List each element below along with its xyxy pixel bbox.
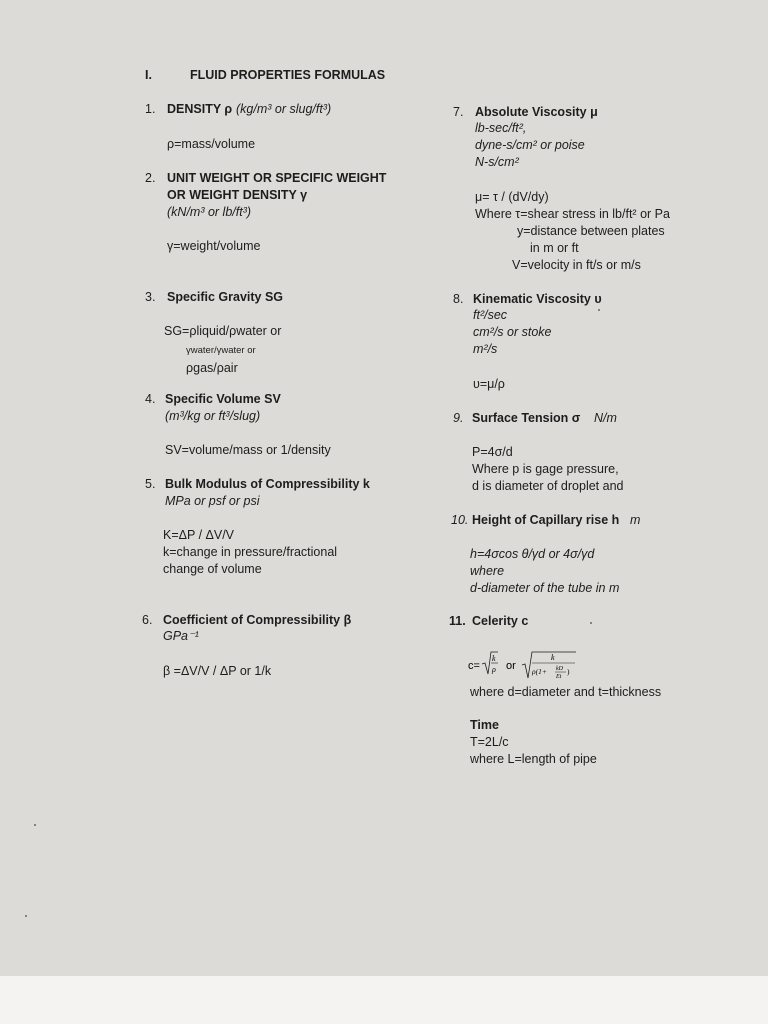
time-where: where L=length of pipe bbox=[470, 752, 597, 766]
coef-compress-title: Coefficient of Compressibility β bbox=[163, 613, 352, 627]
specific-gravity-formula-2: γwater/γwater or bbox=[186, 345, 256, 356]
specific-volume-formula: SV=volume/mass or 1/density bbox=[165, 443, 331, 457]
surface-tension-units: N/m bbox=[594, 411, 617, 425]
bulk-modulus-units: MPa or psf or psi bbox=[165, 494, 260, 508]
density-formula: ρ=mass/volume bbox=[167, 137, 256, 151]
specific-gravity-title: Specific Gravity SG bbox=[167, 290, 284, 304]
scan-speck bbox=[590, 622, 592, 624]
celerity-formula-svg bbox=[468, 648, 588, 688]
abs-viscosity-unit-3: N-s/cm² bbox=[475, 155, 519, 169]
celerity-or: or bbox=[506, 660, 516, 672]
abs-viscosity-where-1: Where τ=shear stress in lb/ft² or Pa bbox=[475, 207, 670, 221]
scan-speck bbox=[34, 824, 36, 826]
coef-compress-formula: β =ΔV/V / ΔP or 1/k bbox=[163, 664, 272, 678]
item-number: 2. bbox=[145, 171, 156, 185]
abs-viscosity-title: Absolute Viscosity μ bbox=[475, 105, 598, 119]
section-title: FLUID PROPERTIES FORMULAS bbox=[190, 68, 386, 82]
specific-volume-units: (m³/kg or ft³/slug) bbox=[165, 409, 261, 423]
unit-weight-title-line1: UNIT WEIGHT OR SPECIFIC WEIGHT bbox=[167, 171, 387, 185]
item-number: 11. bbox=[449, 614, 466, 628]
abs-viscosity-unit-2: dyne-s/cm² or poise bbox=[475, 138, 585, 152]
bulk-modulus-formula: K=ΔP / ΔV/V bbox=[163, 528, 235, 542]
celerity-rho-1: ρ bbox=[492, 665, 496, 674]
capillary-where-2: d-diameter of the tube in m bbox=[470, 581, 620, 595]
density-title: DENSITY ρ bbox=[167, 102, 233, 116]
bulk-modulus-desc-2: change of volume bbox=[163, 562, 262, 576]
kin-viscosity-formula: υ=μ/ρ bbox=[473, 377, 505, 391]
time-title: Time bbox=[470, 718, 499, 732]
specific-volume-title: Specific Volume SV bbox=[165, 392, 281, 406]
specific-gravity-formula-1: SG=ρliquid/ρwater or bbox=[164, 324, 282, 338]
celerity-denominator: ρ(1+ bbox=[532, 667, 547, 676]
item-number: 10. bbox=[451, 513, 469, 527]
scan-speck bbox=[25, 915, 27, 917]
item-number: 6. bbox=[142, 613, 153, 627]
unit-weight-formula: γ=weight/volume bbox=[167, 239, 261, 253]
celerity-title: Celerity c bbox=[472, 614, 529, 628]
item-number: 7. bbox=[453, 105, 464, 119]
celerity-formula bbox=[468, 648, 588, 688]
bulk-modulus-title: Bulk Modulus of Compressibility k bbox=[165, 477, 370, 491]
abs-viscosity-formula: μ= τ / (dV/dy) bbox=[475, 190, 549, 204]
section-number: I. bbox=[145, 68, 152, 82]
kin-viscosity-unit-1: ft²/sec bbox=[473, 308, 508, 322]
capillary-units: m bbox=[630, 513, 641, 527]
abs-viscosity-where-3: in m or ft bbox=[530, 241, 579, 255]
celerity-where: where d=diameter and t=thickness bbox=[470, 685, 662, 699]
unit-weight-title-line2: OR WEIGHT DENSITY γ bbox=[167, 188, 308, 202]
kin-viscosity-unit-2: cm²/s or stoke bbox=[473, 325, 552, 339]
capillary-title: Height of Capillary rise h bbox=[472, 513, 620, 527]
surface-tension-where-1: Where p is gage pressure, bbox=[472, 462, 619, 476]
celerity-et: Et bbox=[556, 674, 562, 680]
abs-viscosity-where-4: V=velocity in ft/s or m/s bbox=[512, 258, 641, 272]
time-formula: T=2L/c bbox=[470, 735, 509, 749]
celerity-k-1: k bbox=[492, 654, 496, 663]
item-number: 1. bbox=[145, 102, 156, 116]
specific-gravity-formula-3: ρgas/ρair bbox=[186, 361, 238, 375]
unit-weight-units: (kN/m³ or lb/ft³) bbox=[167, 205, 252, 219]
surface-tension-formula: P=4σ/d bbox=[472, 445, 513, 459]
kin-viscosity-title: Kinematic Viscosity υ bbox=[473, 292, 602, 306]
celerity-close-paren: ) bbox=[567, 667, 570, 676]
item-number: 8. bbox=[453, 292, 464, 306]
celerity-kd: kD bbox=[556, 666, 563, 672]
abs-viscosity-unit-1: lb-sec/ft², bbox=[475, 121, 527, 135]
capillary-formula: h=4σcos θ/γd or 4σ/γd bbox=[470, 547, 595, 561]
celerity-c-eq: c= bbox=[468, 660, 480, 672]
capillary-where-1: where bbox=[470, 564, 505, 578]
bulk-modulus-desc-1: k=change in pressure/fractional bbox=[163, 545, 338, 559]
item-number: 4. bbox=[145, 392, 156, 406]
page-margin bbox=[0, 976, 768, 1024]
surface-tension-where-2: d is diameter of droplet and bbox=[472, 479, 624, 493]
item-number: 3. bbox=[145, 290, 156, 304]
scan-speck bbox=[598, 309, 600, 311]
item-number: 9. bbox=[453, 411, 464, 425]
celerity-k-2: k bbox=[551, 653, 555, 662]
abs-viscosity-where-2: y=distance between plates bbox=[517, 224, 665, 238]
surface-tension-title: Surface Tension σ bbox=[472, 411, 581, 425]
coef-compress-units: GPa⁻¹ bbox=[163, 629, 199, 643]
item-number: 5. bbox=[145, 477, 156, 491]
density-units: (kg/m³ or slug/ft³) bbox=[236, 102, 332, 116]
kin-viscosity-unit-3: m²/s bbox=[473, 342, 498, 356]
